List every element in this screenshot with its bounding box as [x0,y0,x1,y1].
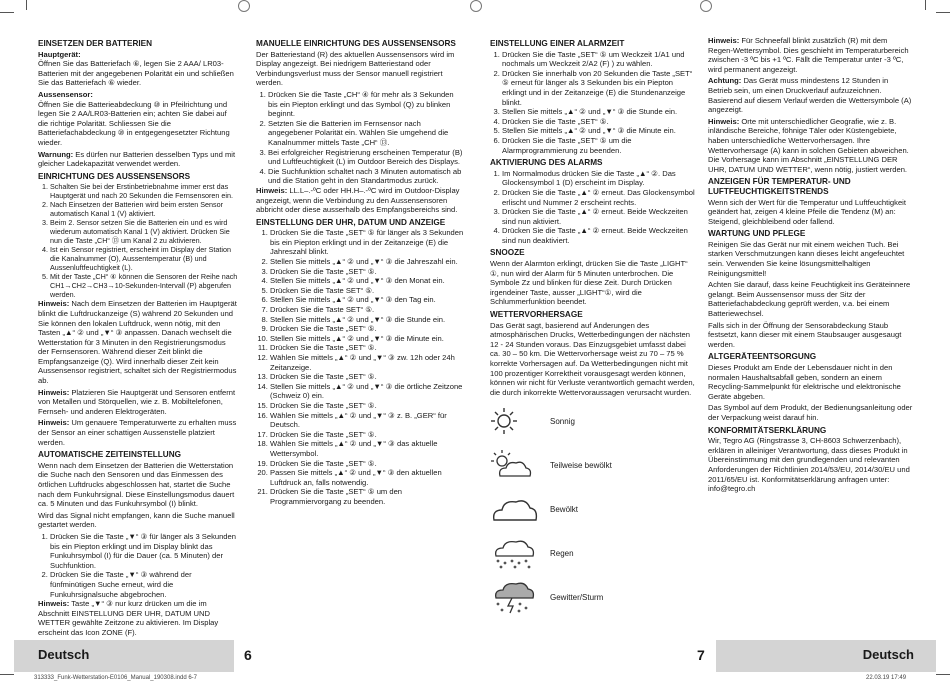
section-title: KONFORMITÄTSERKLÄRUNG [708,425,827,435]
section-title: EINSTELLUNG EINER ALARMZEIT [490,39,625,48]
list-item: 14. Stellen Sie mittels „▲“ ② und „▼“ ③ die örtliche Zeitzone (Schweiz 0) ein. [270,382,464,401]
paragraph: LL.L–.-ºC oder HH.H–.-ºC wird im Outdoor-Display angezeigt, wenn die Verbindung zu den Aussensensoren abbricht oder diese ausserhalb des Empfangsbereichs sind. [256,185,460,215]
crop-mark [26,0,27,10]
list-item: 7. Drücken Sie die Taste SET“ ⑤. [270,305,464,315]
page-number: 6 [244,647,252,663]
paragraph: Öffnen Sie die Batterieabdeckung ⑩ in Pfeilrichtung und legen Sie 2 AA/LR03-Batterien ein; achten Sie dabei auf die richtige Polarität. Schliessen Sie die Batteriefachabdeckung ⑩ in entgegengesetzter Richtung wieder. [38,99,230,147]
list-item: 10. Stellen Sie mittels „▲“ ② und „▼“ ③ die Minute ein. [270,334,464,344]
steps-list [38,532,238,599]
hint-label: Hinweis: [38,418,70,428]
paragraph: Wenn nach dem Einsetzen der Batterien die Wetterstation die Suche nach den Sensoren und das Einmessen des örtlichen Luftdrucks abgeschlossen hat, startet die Suche nach dem Funkuhrsignal. Diese Einstellungsmodus dauert ca. 5 Minuten und das Funkuhrsymbol (I) blinkt. [38,460,235,509]
subheading: Hauptgerät: [38,49,81,59]
list-item: 18. Wählen Sie mittels „▲“ ② und „▼“ ③ das aktuelle Wettersymbol. [270,439,464,458]
list-item: 3. Bei erfolgreicher Registrierung erscheinen Temperatur (B) und Luftfeuchtigkeit (L) im Outdoor Bereich des Displays. [268,148,464,167]
weather-row-cloudy [490,487,696,531]
section-title: ANZEIGEN FÜR TEMPERATUR- UND LUFTFEUCHTIGKEITSTRENDS [708,177,851,196]
section-title: EINSTELLUNG DER UHR, DATUM UND ANZEIGE [256,217,446,227]
list-item: 2. Drücken Sie die Taste „▼“ ③ während der fünfminütigen Suche erneut, wird die Funkuhrsignalsuche abgebrochen. [50,570,238,599]
hint-label: Hinweis: [708,116,740,126]
list-item: 1. Drücken Sie die Taste „CH“ ④ für mehr als 3 Sekunden bis ein Piepton erklingt und das Symbol (Q) zu blinken beginnt. [268,90,464,119]
paragraph: Das Gerät sagt, basierend auf Änderungen des atmosphärischen Drucks, Wetterbedingungen der nächsten 12 - 24 Stunden voraus. Das Einzugsgebiet umfasst dabei ca. 30 – 50 km. Die Wettervorhersage weist zu 70 – 75 % korrekte Vorhersagen auf. Da Wetterbedingungen nicht mit 100 prozentiger Korrektheit vorausgesagt werden können, können wir nicht für Verluste verantwortlich gemacht werden, die durch inkorrekte Wettervoraussagen verursacht wurden. [490,320,695,397]
paragraph: Orte mit unterschiedlicher Geografie, wie z. B. inländische Bereiche, föhnige Täler oder Küstengebiete, haben unterschiedliche Wettervorhersagen. Ihre Wettervorhersage (A) kann in solchen Gebieten abweichen. Die Vorhersage kann im Abschnitt „EINSTELLUNG DER UHR, DATUM UND WETTER“, wenn nötig, justiert werden. [708,116,909,174]
slug-date: 22.03.19 17:49 [866,675,907,681]
list-item: 1. Drücken Sie die Taste „SET“ ⑤ um Weckzeit 1/A1 und nochmals um Weckzeit 2/A2 (F) ) zu wählen. [502,50,696,69]
list-item: 17. Drücken Sie die Taste „SET“ ⑤. [270,430,464,440]
paragraph: Nach dem Einsetzen der Batterien im Hauptgerät blinkt die Luftdruckanzeige (S) während 20 Sekunden und Sie können den lokalen Luftdruck, wenn nötig, mit den Tasten „▲“ ② und „▼“ ③ anpassen. Danach wechselt die Wetterstation für 3 Minuten in den Registrierungsmodus der Fernsensoren. Während dieser Zeit blinkt die Empfangsanzeige (Q). Wird innerhalb dieser Zeit kein Aussensensor registriert, schaltet sich der Registriermodus ab. [38,299,237,386]
rain-icon [490,536,550,570]
weather-row-storm [490,575,696,619]
list-item: 6. Stellen Sie mittels „▲“ ② und „▼“ ③ den Tag ein. [270,295,464,305]
sun-icon [490,404,550,438]
crop-mark [936,674,950,675]
registration-mark [700,0,712,12]
list-item: 8. Stellen Sie mittels „▲“ ② und „▼“ ③ die Stunde ein. [270,315,464,325]
storm-icon [490,580,550,614]
list-item: 1. Schalten Sie bei der Erstinbetriebnahme immer erst das Hauptgerät und nach 20 Sekunden die Fernsensoren ein. [50,182,238,200]
crop-mark [0,674,14,675]
hint-label: Hinweis: [38,299,70,309]
paragraph: Falls sich in der Öffnung der Sensorabdeckung Staub festsetzt, kann dieser mit einem Staubsauger ausgesaugt werden. [708,320,902,349]
paragraph: Achten Sie darauf, dass keine Feuchtigkeit ins Geräteinnere gelangt. Beim Aussensensor muss der Sitz der Batteriefachabdeckung geprüft werden, v.a. bei einem Batteriewechsel. [708,280,911,319]
list-item: 3. Beim 2. Sensor setzen Sie die Batterien ein und es wird wiederum automatisch Kanal 1 (V) aktiviert. Drücken Sie nun die Taste „CH“ ⑬ um Kanal 2 zu aktivieren. [50,218,238,245]
paragraph: Wenn der Alarmton erklingt, drücken Sie die Taste „LIGHT“ ①, nun wird der Alarm für 5 Minuten unterbrochen. Die Symbole Zz und blinken für diese Zeit. Durch Drücken irgendeiner Taste, ausser „LIGHT“①, wird die Schlummerfunktion beendet. [490,259,688,307]
list-item: 5. Drücken Sie die Taste SET“ ⑤. [270,286,464,296]
list-item: 16. Wählen Sie mittels „▲“ ② und „▼“ ③ z. B. „GER“ für Deutsch. [270,411,464,430]
section-title: WETTERVORHERSAGE [490,310,583,320]
list-item: 4. Drücken Sie die Taste „SET“ ⑤. [502,117,696,127]
paragraph: Das Symbol auf dem Produkt, der Bedienungsanleitung oder der Verpackung weist darauf hin. [708,403,913,422]
weather-label: Sonnig [550,416,575,426]
paragraph: Um genauere Temperaturwerte zu erhalten muss der Sensor an einer schattigen Aussenstelle platziert werden. [38,418,237,447]
file-slug: 313333_Funk-Wetterstation-E0106_Manual_190308.indd 6-7 [34,675,198,681]
paragraph: Wenn sich der Wert für die Temperatur und Luftfeuchtigkeit geändert hat, zeigen 4 kleine Pfeile die Tendenz (M) an: Steigend, gleichbleibend oder fallend. [708,197,906,226]
warning-label: Warnung: [38,149,74,159]
list-item: 20. Passen Sie mittels „▲“ ② und „▼“ ③ den aktuellen Luftdruck an, falls notwendig. [270,468,464,487]
paragraph: Es dürfen nur Batterien desselben Typs und mit gleicher Ladekapazität verwendet werden. [38,149,236,169]
list-item: 1. Drücken Sie die Taste „▼“ ③ für länger als 3 Sekunden bis ein Piepton erklingt und im Display blinkt das Funkuhrsymbol (I) für die Dauer (ca. 5 Minuten) der Suchfunktion. [50,532,238,570]
partly-cloudy-icon [490,448,550,482]
steps-list [490,169,696,246]
section-title: AUTOMATISCHE ZEITEINSTELLUNG [38,450,181,460]
section-title: MANUELLE EINRICHTUNG DES AUSSENSENSORS [256,39,456,48]
footer-bar-left [14,640,234,672]
list-item: 19. Drücken Sie die Taste „SET“ ⑤. [270,459,464,469]
list-item: 1. Drücken Sie die Taste „SET“ ⑤ für länger als 3 Sekunden bis ein Piepton erklingt und in der Zeitanzeige (E) die Jahreszahl blinkt. [270,228,464,257]
section-title: EINRICHTUNG DES AUSSENSENSORS [38,171,191,181]
paragraph: Taste „▼“ ③ nur kurz drücken um die im Abschnitt EINSTELLUNG DER UHR, DATUM UND WETTER gewählte Zeitzone zu aktivieren. Im Display erscheint das Icon ZONE (F). [38,599,219,637]
crop-mark [0,12,14,13]
section-title: WARTUNG UND PFLEGE [708,229,806,239]
list-item: 2. Stellen Sie mittels „▲“ ② und „▼“ ③ die Jahreszahl ein. [270,257,464,267]
paragraph: Das Gerät muss mindestens 12 Stunden in Betrieb sein, um einen Druckverlauf aufzuzeichnen. Basierend auf diesem Verlauf werden die Wettersymbole (A) angezeigt. [708,76,912,115]
list-item: 4. Drücken Sie die Taste „▲“ ② erneut. Beide Weckzeiten sind nun deaktiviert. [502,226,696,245]
weather-label: Bewölkt [550,504,579,514]
list-item: 5. Mit der Taste „CH“ ④ können die Sensoren der Reihe nach CH1→CH2→CH3→10-Sekunden-Intervall (P) abgerufen werden. [50,272,238,299]
column-4 [708,36,913,496]
column-1 [38,36,238,640]
list-item: 11. Drücken Sie die Taste „SET“ ⑤. [270,343,464,353]
steps-list [256,228,464,506]
section-title: EINSETZEN DER BATTERIEN [38,39,153,48]
weather-row-sunny [490,399,696,443]
list-item: 4. Ist ein Sensor registriert, erscheint im Display der Station die Kanalnummer (O), Aussentemperatur (B) und Aussenluftfeuchtigkeit (L). [50,245,238,272]
list-item: 2. Drücken Sie die Taste „▲“ ② erneut. Das Glockensymbol erlischt und Nummer 2 erscheint rechts. [502,188,696,207]
weather-label: Gewitter/Sturm [550,592,604,602]
crop-mark [925,0,926,10]
hint-label: Hinweis: [38,599,70,609]
weather-label: Teilweise bewölkt [550,460,612,470]
registration-mark [470,0,482,12]
list-item: 3. Drücken Sie die Taste „SET“ ⑤. [270,267,464,277]
list-item: 5. Stellen Sie mittels „▲“ ② und „▼“ ③ die Minute ein. [502,126,696,136]
list-item: 4. Stellen Sie mittels „▲“ ② und „▼“ ③ den Monat ein. [270,276,464,286]
section-title: ALTGERÄTEENTSORGUNG [708,352,817,362]
steps-list [38,182,238,299]
page-number: 7 [697,647,705,663]
list-item: 3. Stellen Sie mittels „▲“ ② und „▼“ ③ die Stunde ein. [502,107,696,117]
list-item: 4. Die Suchfunktion schaltet nach 3 Minuten automatisch ab und die Station geht in den Standartmodus zurück. [268,167,464,186]
hint-label: Hinweis: [38,387,70,397]
paragraph: Der Batteriestand (R) des aktuellen Aussensensors wird im Display angezeigt. Bei niedrigem Batteriestand oder Verbindungsverlust muss der Sensor manuell registriert werden. [256,49,455,88]
weather-label: Regen [550,548,574,558]
crop-mark [936,12,950,13]
registration-mark [238,0,250,12]
warning-label: Achtung: [708,76,742,86]
column-2 [256,36,464,507]
list-item: 6. Drücken Sie die Taste „SET“ ⑤ um die Alarmprogrammierung zu beenden. [502,136,696,155]
list-item: 3. Drücken Sie die Taste „▲“ ② erneut. Beide Weckzeiten sind nun aktiviert. [502,207,696,226]
footer-language: Deutsch [862,647,914,662]
paragraph: Wir, Tegro AG (Ringstrasse 3, CH-8603 Schwerzenbach), erklären in alleiniger Verantwortung, dass dieses Produkt in Übereinstimmung mit den grundlegenden und relevanten Anforderungen der Richtlinien 2014/53/EU, 2014/30/EU und 2011/65/EU ist. Konformitätserklärung anfragen unter: info@tegro.ch [708,436,910,494]
weather-row-partly-cloudy [490,443,696,487]
weather-row-rain [490,531,696,575]
list-item: 12. Wählen Sie mittels „▲“ ② und „▼“ ③ zw. 12h oder 24h Zeitanzeige. [270,353,464,372]
paragraph: Dieses Produkt am Ende der Lebensdauer nicht in den normalen Haushaltsabfall geben, sondern an einem Recycling-Sammelpunkt für elektrische und elektronische Geräte abgeben. [708,363,901,401]
subheading: Aussensensor: [38,89,93,99]
list-item: 13. Drücken Sie die Taste „SET“ ⑤. [270,372,464,382]
steps-list [256,90,464,186]
list-item: 2. Setzten Sie die Batterien im Fernsensor nach angegebener Polarität ein. Wählen Sie umgehend die Kanalnummer mittels Taste „CH“ ⑬. [268,119,464,148]
list-item: 15. Drücken Sie die Taste „SET“ ⑤. [270,401,464,411]
hint-label: Hinweis: [708,36,740,45]
section-title: SNOOZE [490,248,525,258]
cloud-icon [490,492,550,526]
footer-bar-right [716,640,936,672]
paragraph: Öffnen Sie das Batteriefach ⑥, legen Sie 2 AAA/ LR03-Batterien mit der angegebenen Polarität ein und schließen Sie das Batteriefach ⑥ wieder. [38,59,234,88]
paragraph: Wird das Signal nicht empfangen, kann die Suche manuell gestartet werden. [38,510,235,530]
column-3 [490,36,696,619]
section-title: AKTIVIERUNG DES ALARMS [490,158,603,168]
list-item: 2. Drücken Sie innerhalb von 20 Sekunden die Taste „SET“ ⑤ erneut für länger als 3 Sekunden bis ein Piepton erklingt und in der Zeitanzeige (E) die Stundenanzeige blinkt. [502,69,696,107]
paragraph: Platzieren Sie Hauptgerät und Sensoren entfernt von Metallen und Störquellen, wie z. B. Mobiltelefonen, Fernseh- und anderen Elektrogeräten. [38,387,236,416]
paragraph: Reinigen Sie das Gerät nur mit einem weichen Tuch. Bei starken Verschmutzungen kann dieses leicht angefeuchtet sein. Verwenden Sie keine lösungsmittelhaltigen Reinigungsmittel! [708,239,905,278]
steps-list [490,50,696,156]
paragraph: Für Schneefall blinkt zusätzlich (R) mit dem Regen-Wettersymbol. Dies geschieht im Temperaturbereich zwischen -3 ºC bis +1 ºC. Fällt die Temperatur unter -3 ºC, wird permanent angezeigt. [708,36,909,74]
list-item: 1. Im Normalmodus drücken Sie die Taste „▲“ ②. Das Glockensymbol 1 (D) erscheint im Display. [502,169,696,188]
weather-legend [490,399,696,619]
list-item: 9. Drücken Sie die Taste „SET“ ⑤. [270,324,464,334]
list-item: 21. Drücken Sie die Taste „SET“ ⑤ um den Programmiervorgang zu beenden. [270,487,464,506]
hint-label: Hinweis: [256,185,288,195]
list-item: 2. Nach Einsetzen der Batterien wird beim ersten Sensor automatisch Kanal 1 (V) aktiviert. [50,200,238,218]
footer-language: Deutsch [38,647,90,662]
